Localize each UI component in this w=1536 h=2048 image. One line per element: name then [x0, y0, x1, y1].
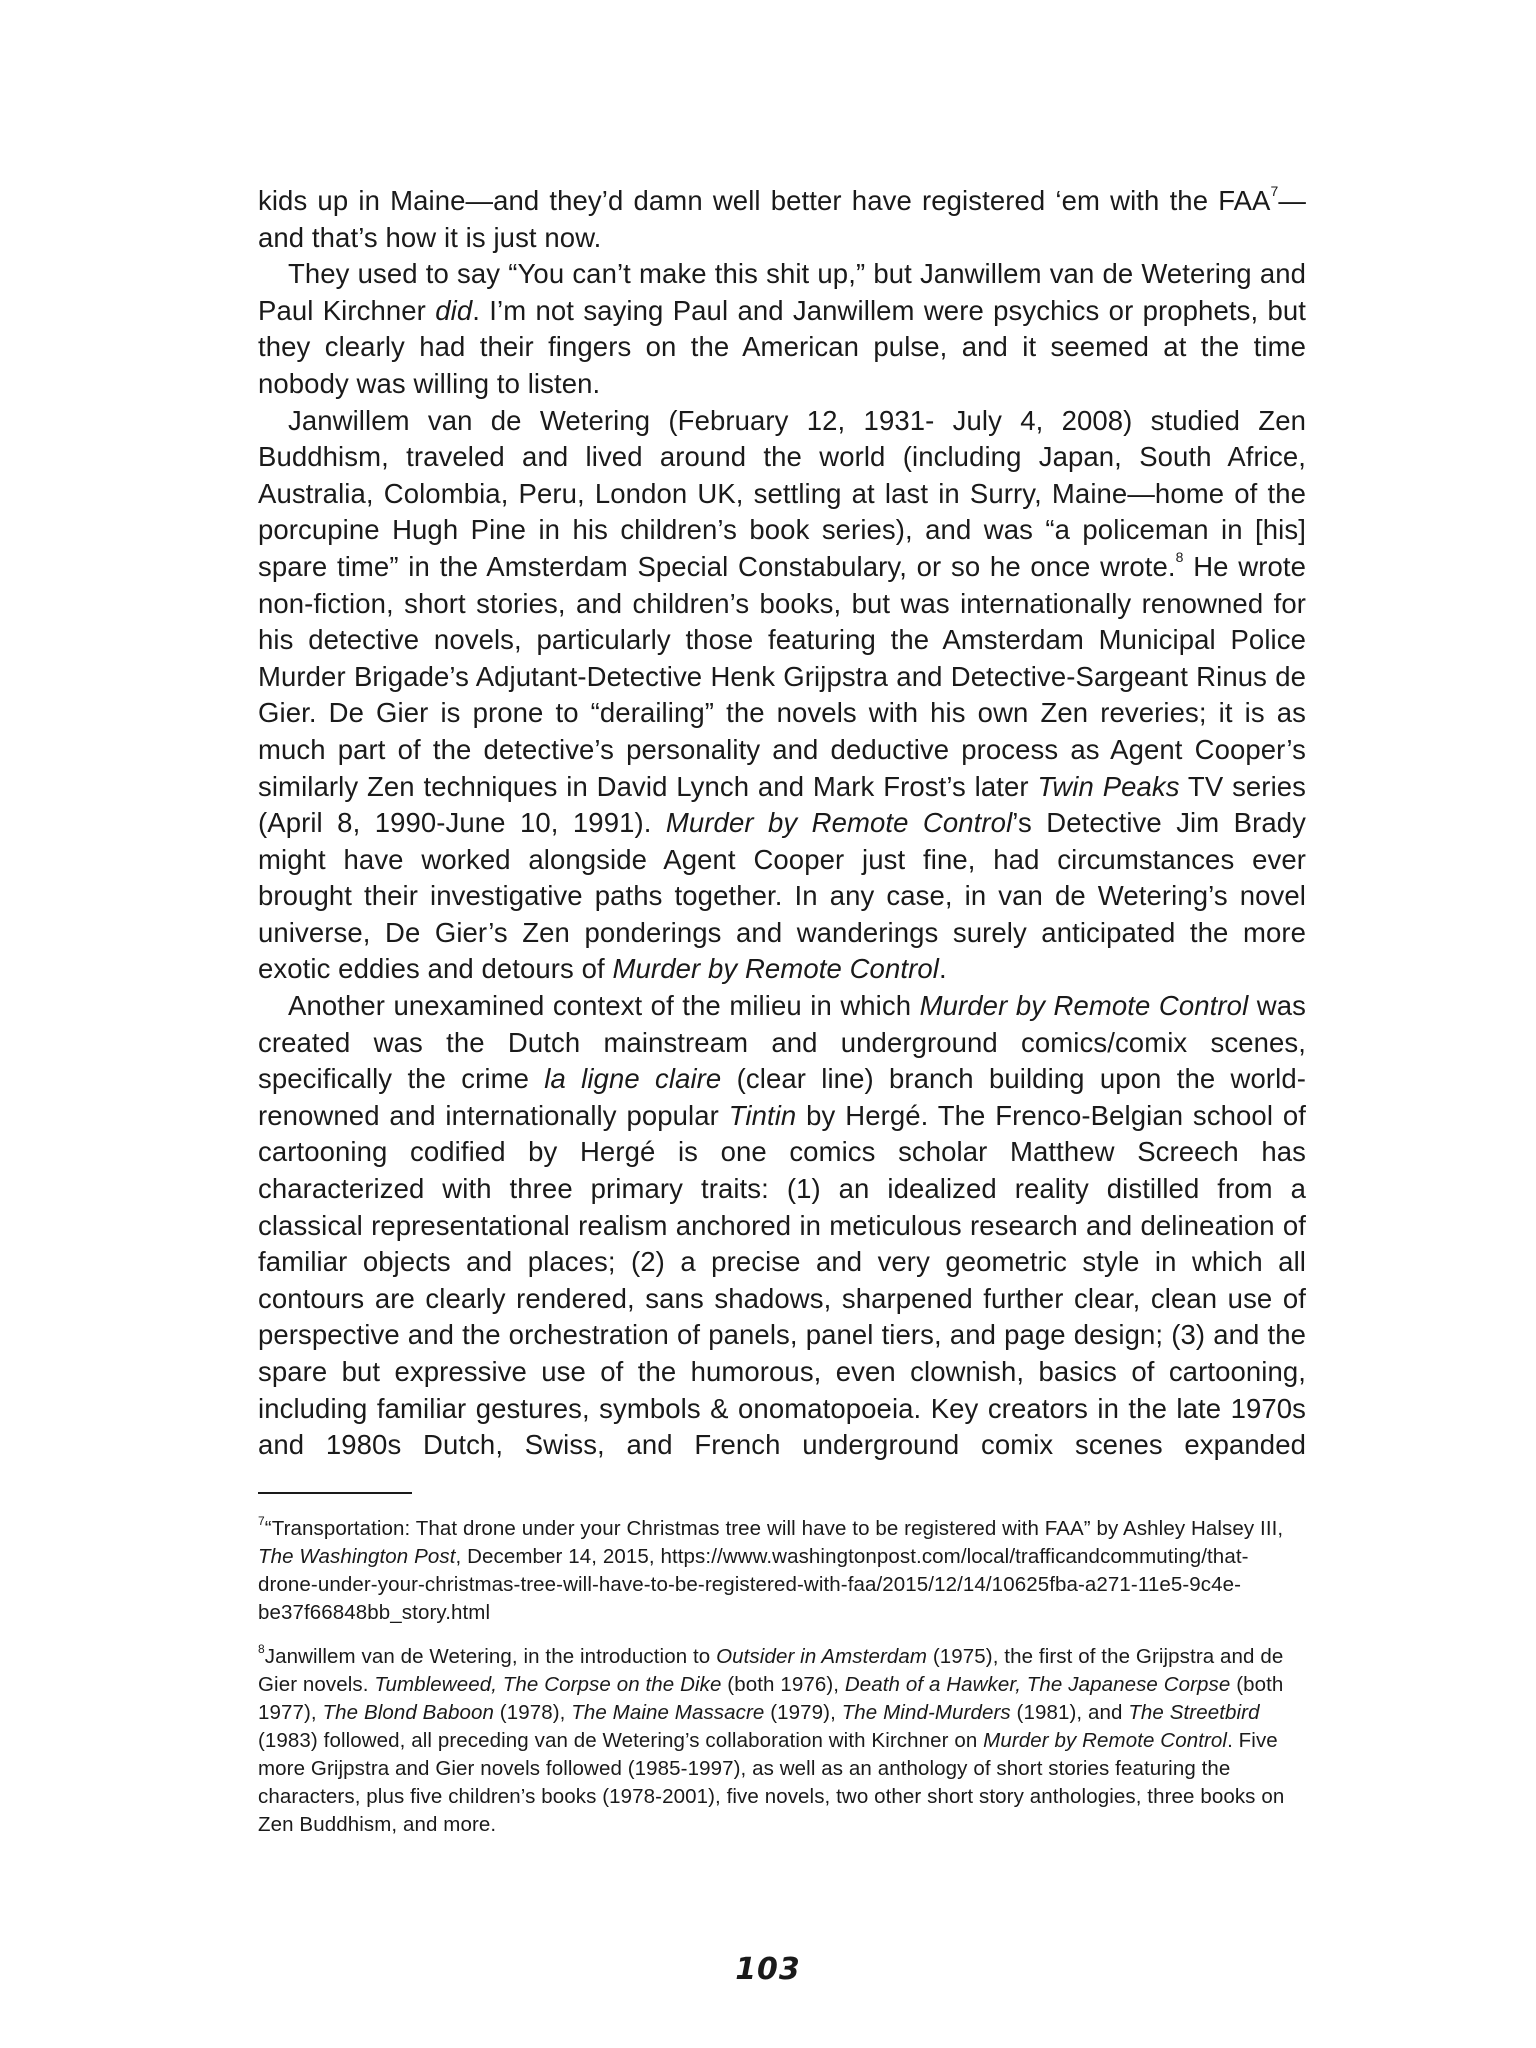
footnote-mark-7: 7: [258, 1514, 265, 1529]
footnote-divider: [258, 1492, 412, 1494]
page-number: 103: [735, 1952, 801, 1987]
paragraph-2: They used to say “You can’t make this shit up,” but Janwillem van de Wetering and Paul Kirchner did. I’m not saying Paul and Janwillem were psychics or prophets, but they clearly had their fingers on the American pulse, and it seemed at the time nobody was willing to listen.: [258, 258, 1306, 399]
footnotes: [258, 1515, 1306, 1855]
paragraph-3: Janwillem van de Wetering (February 12, 1931- July 4, 2008) studied Zen Buddhism, traveled and lived around the world (including Japan, South Africe, Australia, Colombia, Peru, London UK, settling at last in Surry, Maine—home of the porcupine Hugh Pine in his children’s book series), and was “a policeman in [his] spare time” in the Amsterdam Special Constabulary, or so he once wrote.$^8$ He wrote non-fiction, short stories, and children’s books, but was internationally renowned for his detective novels, particularly those featuring the Amsterdam Municipal Police Murder Brigade’s Adjutant-Detective Henk Grijpstra and Detective-Sargeant Rinus de Gier. De Gier is prone to “derailing” the novels with his own Zen reveries; it is as much part of the detective’s personality and deductive process as Agent Cooper’s similarly Zen techniques in David Lynch and Mark Frost’s later Twin Peaks TV series (April 8, 1990-June 10, 1991). Murder by Remote Control’s Detective Jim Brady might have worked alongside Agent Cooper just fine, had circumstances ever brought their investigative paths together. In any case, in van de Wetering’s novel universe, De Gier’s Zen ponderings and wanderings surely anticipated the more exotic eddies and detours of Murder by Remote Control.: [258, 404, 1307, 985]
body-text: [258, 183, 1306, 1464]
footnote-ref-7[interactable]: 7: [1270, 182, 1279, 199]
paragraph-1: kids up in Maine—and they’d damn well better have registered ‘em with the FAA$^7$—and that’s how it is just now.: [258, 182, 1306, 253]
footnote-mark-8: 8: [258, 1642, 265, 1657]
paragraph-4: Another unexamined context of the milieu in which Murder by Remote Control was created was the Dutch mainstream and underground comics/comix scenes, specifically the crime la ligne claire (clear line) branch building upon the world-renowned and internationally popular Tintin by Hergé. The Frenco-Belgian school of cartooning codified by Hergé is one comics scholar Matthew Screech has characterized with three primary traits: (1) an idealized reality distilled from a classical representational realism anchored in meticulous research and delineation of familiar objects and places; (2) a precise and very geometric style in which all contours are clearly rendered, sans shadows, sharpened further clear, clean use of perspective and the orchestration of panels, panel tiers, and page design; (3) and the spare but expressive use of the humorous, even clownish, basics of cartooning, including familiar gestures, symbols & onomatopoeia. Key creators in the late 1970s and 1980s Dutch, Swiss, and French underground comix scenes expanded: [258, 990, 1306, 1461]
footnote-ref-8[interactable]: 8: [1175, 548, 1184, 565]
footnote-7: $^7$“Transportation: That drone under your Christmas tree will have to be registered with FAA” by Ashley Halsey III, The Washington Post, December 14, 2015, https://www.washingtonpost.com/local/trafficandcommuting/that-drone-under-your-christmas-tree-will-have-to-be-registered-with-faa/2015/12/14/10625fba-a271-11e5-9c4e-be37f66848bb_story.html: [258, 1514, 1284, 1624]
footnote-8: $^8$Janwillem van de Wetering, in the introduction to Outsider in Amsterdam (1975), the first of the Grijpstra and de Gier novels. Tumbleweed, The Corpse on the Dike (both 1976), Death of a Hawker, The Japanese Corpse (both 1977), The Blond Baboon (1978), The Maine Massacre (1979), The Mind-Murders (1981), and The Streetbird (1983) followed, all preceding van de Wetering’s collaboration with Kirchner on Murder by Remote Control. Five more Grijpstra and Gier novels followed (1985-1997), as well as an anthology of short stories featuring the characters, plus five children’s books (1978-2001), five novels, two other short story anthologies, three books on Zen Buddhism, and more.: [258, 1642, 1285, 1836]
